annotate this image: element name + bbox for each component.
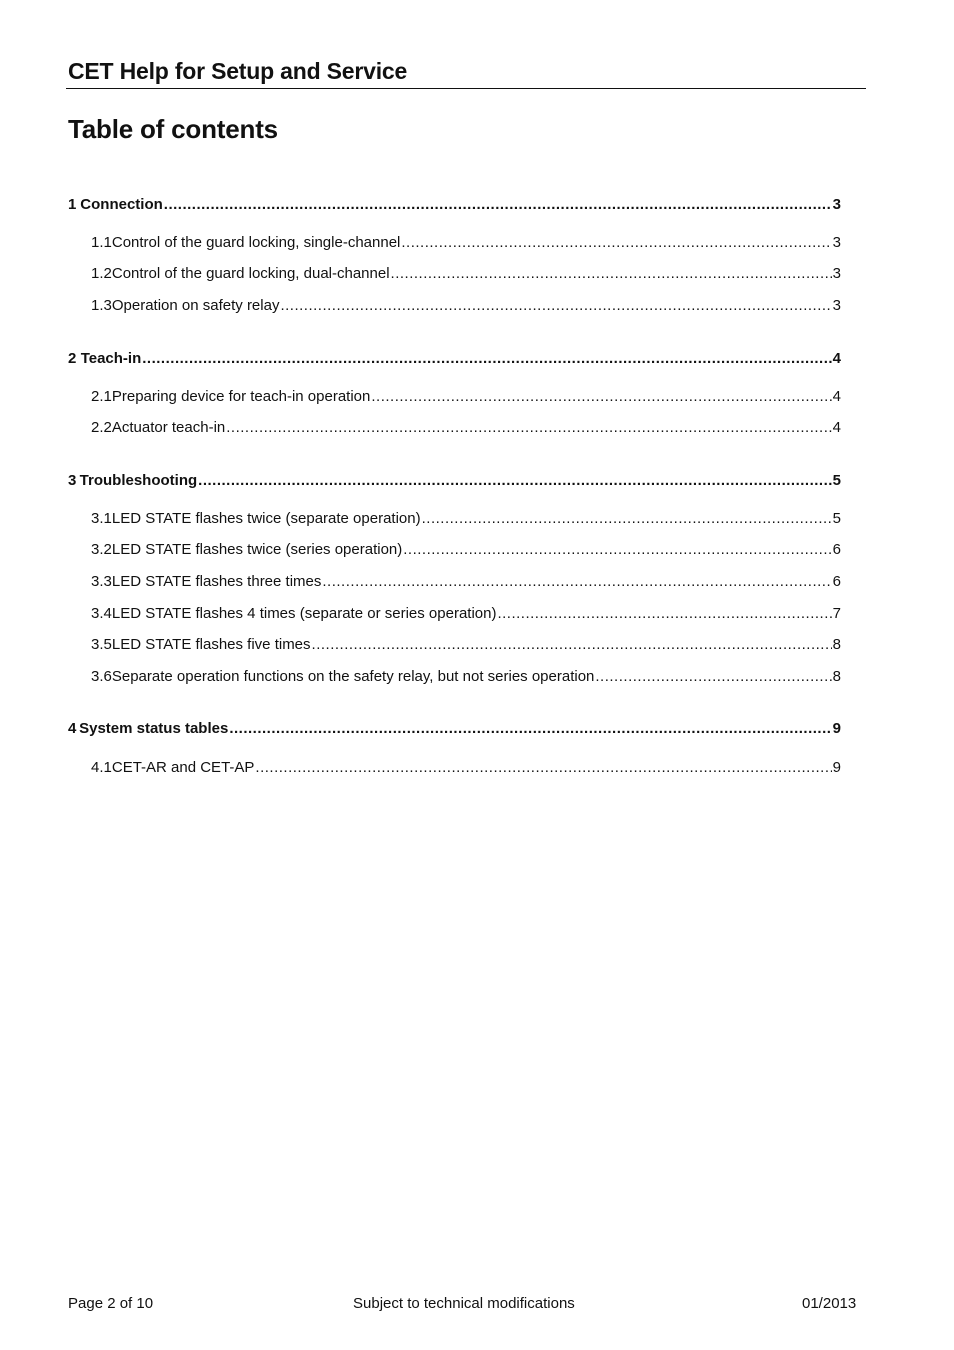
toc-entry-number: 2.1 (91, 388, 112, 405)
toc-entry-page: 6 (832, 573, 841, 590)
toc-entry-number: 3 (68, 472, 77, 489)
toc-entry-title: Operation on safety relay (111, 297, 280, 314)
toc-entry-page: 9 (832, 720, 841, 737)
toc-entry-number: 3.2 (91, 541, 112, 558)
toc-chapter-entry[interactable] (68, 719, 841, 739)
footer-date: 01/2013 (802, 1295, 857, 1312)
toc-dot-leader (391, 264, 832, 284)
toc-chapter-entry[interactable] (68, 471, 841, 491)
toc-dot-leader (401, 233, 831, 253)
toc-dot-leader (403, 540, 831, 560)
toc-entry-number: 1.1 (91, 234, 112, 251)
toc-entry-number: 4.1 (91, 759, 112, 776)
header-rule (66, 88, 866, 89)
toc-section-entry[interactable] (91, 667, 841, 687)
toc-entry-page: 4 (832, 419, 841, 436)
toc-entry-number: 3.5 (91, 636, 112, 653)
toc-chapter-entry[interactable] (68, 349, 841, 369)
toc-entry-number: 1.3 (91, 297, 112, 314)
footer-notice: Subject to technical modifications (353, 1295, 575, 1312)
toc-entry-number: 3.6 (91, 668, 112, 685)
toc-entry-title: Actuator teach-in (111, 419, 226, 436)
toc-entry-title: LED STATE flashes 4 times (separate or series operation) (111, 605, 497, 622)
toc-section-entry[interactable] (91, 418, 841, 438)
toc-dot-leader (280, 296, 831, 316)
page-title: Table of contents (68, 114, 278, 144)
toc-entry-page: 3 (832, 265, 841, 282)
toc-entry-page: 3 (832, 196, 841, 213)
toc-entry-title: Teach-in (80, 350, 142, 367)
header-title: CET Help for Setup and Service (68, 58, 408, 84)
toc-dot-leader (198, 471, 832, 491)
toc-dot-leader (164, 195, 832, 215)
toc-entry-title: Preparing device for teach-in operation (111, 388, 371, 405)
toc-entry-number: 1 (68, 196, 77, 213)
toc-entry-page: 3 (832, 234, 841, 251)
toc-entry-title: CET-AR and CET-AP (111, 759, 255, 776)
toc-entry-page: 4 (832, 388, 841, 405)
toc-dot-leader (322, 572, 831, 592)
toc-dot-leader (229, 719, 831, 739)
toc-entry-title: Control of the guard locking, dual-channel (111, 265, 390, 282)
toc-dot-leader (255, 758, 831, 778)
toc-entry-number: 1.2 (91, 265, 112, 282)
toc-entry-title: Control of the guard locking, single-channel (111, 234, 401, 251)
toc-entry-page: 6 (832, 541, 841, 558)
toc-entry-number: 2.2 (91, 419, 112, 436)
toc-chapter-entry[interactable] (68, 195, 841, 215)
toc-entry-page: 8 (832, 636, 841, 653)
toc-dot-leader (422, 509, 832, 529)
toc-section-entry[interactable] (91, 264, 841, 284)
toc-entry-number: 3.4 (91, 605, 112, 622)
toc-entry-number: 2 (68, 350, 77, 367)
toc-entry-page: 5 (832, 510, 841, 527)
toc-section-entry[interactable] (91, 572, 841, 592)
toc-entry-number: 3.3 (91, 573, 112, 590)
toc-entry-title: Troubleshooting (79, 472, 198, 489)
toc-section-entry[interactable] (91, 604, 841, 624)
toc-dot-leader (226, 418, 831, 438)
toc-entry-title: Separate operation functions on the safety relay, but not series operation (111, 668, 595, 685)
toc-entry-title: LED STATE flashes twice (series operation) (111, 541, 403, 558)
toc-entry-title: Connection (80, 196, 163, 213)
toc-entry-title: System status tables (79, 720, 229, 737)
toc-entry-number: 3.1 (91, 510, 112, 527)
toc-dot-leader (371, 387, 831, 407)
toc-section-entry[interactable] (91, 233, 841, 253)
toc-section-entry[interactable] (91, 387, 841, 407)
toc-entry-number: 4 (68, 720, 77, 737)
toc-entry-page: 5 (832, 472, 841, 489)
toc-entry-page: 3 (832, 297, 841, 314)
footer-page-number: Page 2 of 10 (68, 1295, 154, 1312)
toc-section-entry[interactable] (91, 540, 841, 560)
toc-section-entry[interactable] (91, 296, 841, 316)
toc-section-entry[interactable] (91, 635, 841, 655)
toc-dot-leader (595, 667, 831, 687)
toc-dot-leader (497, 604, 831, 624)
toc-entry-title: LED STATE flashes five times (111, 636, 311, 653)
toc-section-entry[interactable] (91, 758, 841, 778)
toc-entry-title: LED STATE flashes three times (111, 573, 322, 590)
toc-section-entry[interactable] (91, 509, 841, 529)
toc-entry-title: LED STATE flashes twice (separate operation) (111, 510, 421, 527)
toc-dot-leader (142, 349, 831, 369)
toc-entry-page: 4 (832, 350, 841, 367)
toc-dot-leader (312, 635, 832, 655)
toc-entry-page: 7 (832, 605, 841, 622)
toc-entry-page: 8 (832, 668, 841, 685)
toc-entry-page: 9 (832, 759, 841, 776)
